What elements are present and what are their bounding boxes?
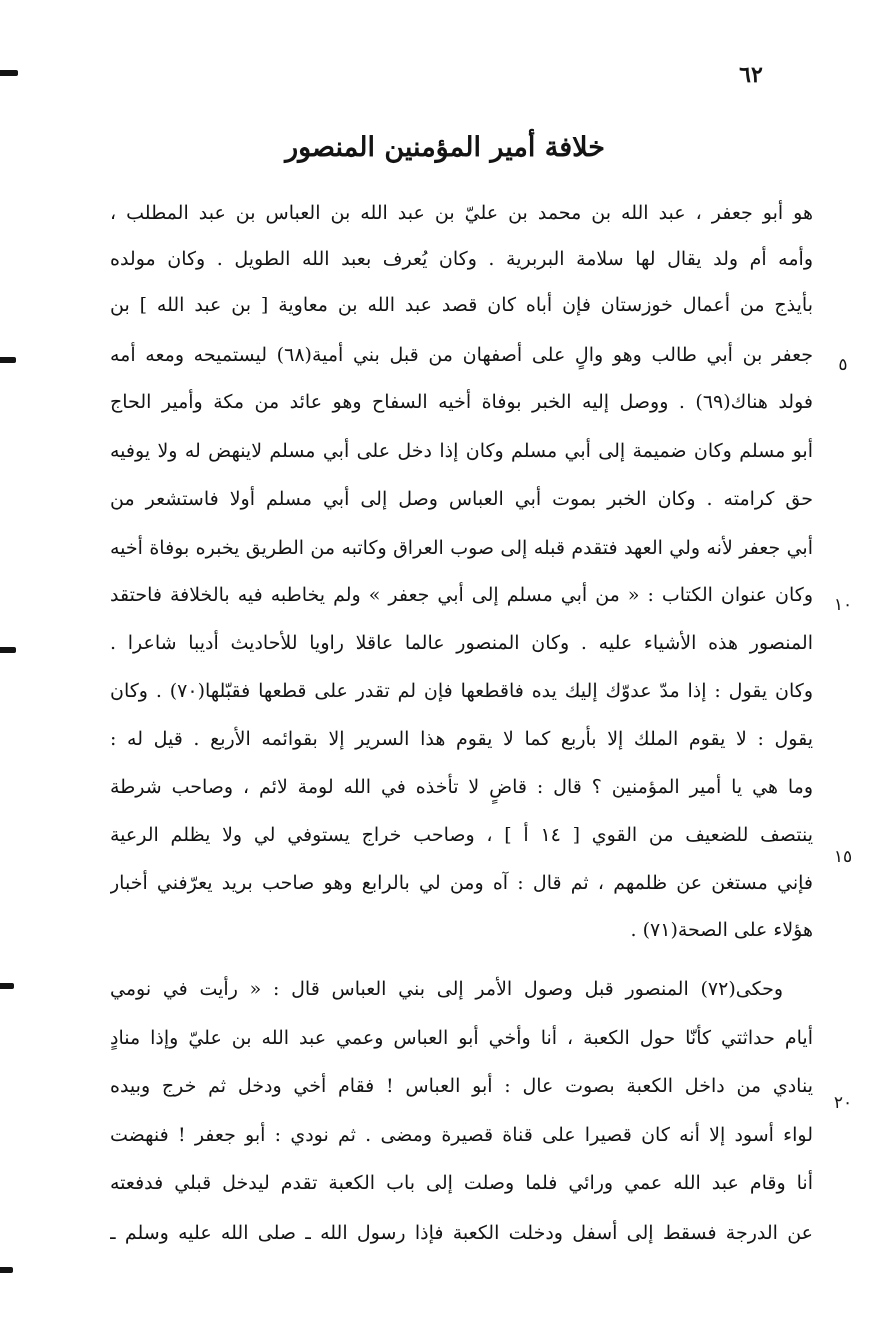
text-line: وأمه أم ولد يقال لها سلامة البربرية . وكان يُعرف بعبد الله الطويل . وكان مولده xyxy=(110,248,813,270)
margin-mark xyxy=(0,70,18,76)
text-line: وما هي يا أمير المؤمنين ؟ قال : قاضٍ لا تأخذه في الله لومة لائم ، وصاحب شرطة xyxy=(110,776,813,798)
text-line: أبي جعفر لأنه ولي العهد فتقدم قبله إلى صوب العراق وكاتبه من الطريق يخبره بوفاة أخيه xyxy=(110,537,813,559)
text-line: أنا وقام عبد الله عمي ورائي فلما وصلت إلى باب الكعبة تقدم ليدخل قبلي فدفعته xyxy=(110,1172,813,1194)
line-number-5: ٥ xyxy=(838,355,848,375)
text-line: ينتصف للضعيف من القوي [ ١٤ أ ] ، وصاحب خراج يستوفي لي ولا يظلم الرعية xyxy=(110,824,813,846)
text-line: يقول : لا يقوم الملك إلا بأربع كما لا يقوم هذا السرير إلا بقوائمه الأربع . قيل له : xyxy=(110,728,813,750)
line-number-15: ١٥ xyxy=(833,847,853,867)
text-line: هؤلاء على الصحة(٧١) . xyxy=(630,919,813,941)
text-line: جعفر بن أبي طالب وهو والٍ على أصفهان من قبل بني أمية(٦٨) ليستميحه ومعه أمه xyxy=(110,344,813,366)
text-line: بأيذج من أعمال خوزستان فإن أباه كان قصد عبد الله بن معاوية [ بن عبد الله ] بن xyxy=(110,294,813,316)
text-line: المنصور هذه الأشياء عليه . وكان المنصور عالما عاقلا راويا للأحاديث أديبا شاعرا . xyxy=(110,632,813,654)
text-line: عن الدرجة فسقط إلى أسفل ودخلت الكعبة فإذا رسول الله ـ صلى الله عليه وسلم ـ xyxy=(110,1222,813,1244)
text-line: فولد هناك(٦٩) . ووصل إليه الخبر بوفاة أخيه السفاح وهو عائد من مكة وأمير الحاج xyxy=(110,391,813,413)
text-line: وحكى(٧٢) المنصور قبل وصول الأمر إلى بني العباس قال : « رأيت في نومي xyxy=(110,978,783,1000)
chapter-title: خلافة أمير المؤمنين المنصور xyxy=(285,132,605,163)
line-number-10: ١٠ xyxy=(833,595,853,615)
text-line: أيام حداثتي كأنّا حول الكعبة ، أنا وأخي أبو العباس وعمي عبد الله بن عليّ وإذا منادٍ xyxy=(110,1027,813,1049)
text-line: ينادي من داخل الكعبة بصوت عال : أبو العباس ! فقام أخي ودخل ثم خرج وبيده xyxy=(110,1075,813,1097)
text-line: أبو مسلم وكان ضميمة إلى أبي مسلم وكان إذا دخل على أبي مسلم لاينهض له ولا يوفيه xyxy=(110,440,813,462)
text-line: حق كرامته . وكان الخبر بموت أبي العباس وصل إلى أبي مسلم أولا فاستشعر من xyxy=(110,488,813,510)
margin-mark xyxy=(0,983,14,989)
text-line: فإني مستغن عن ظلمهم ، ثم قال : آه ومن لي بالرابع وهو صاحب بريد يعرّفني أخبار xyxy=(110,872,813,894)
margin-mark xyxy=(0,357,16,363)
page-number: ٦٢ xyxy=(739,62,763,88)
text-line: لواء أسود إلا أنه كان قصيرا على قناة قصيرة ومضى . ثم نودي : أبو جعفر ! فنهضت xyxy=(110,1124,813,1146)
text-line: وكان عنوان الكتاب : « من أبي مسلم إلى أبي جعفر » ولم يخاطبه فيه بالخلافة فاحتقد xyxy=(110,584,813,606)
line-number-20: ٢٠ xyxy=(833,1093,853,1113)
margin-mark xyxy=(0,1267,13,1273)
text-line: وكان يقول : إذا مدّ عدوّك إليك يده فاقطعها فإن لم تقدر على قطعها فقبّلها(٧٠) . وكان xyxy=(110,680,813,702)
text-line: هو أبو جعفر ، عبد الله بن محمد بن عليّ بن عبد الله بن العباس بن عبد المطلب ، xyxy=(110,202,813,224)
margin-mark xyxy=(0,647,16,653)
